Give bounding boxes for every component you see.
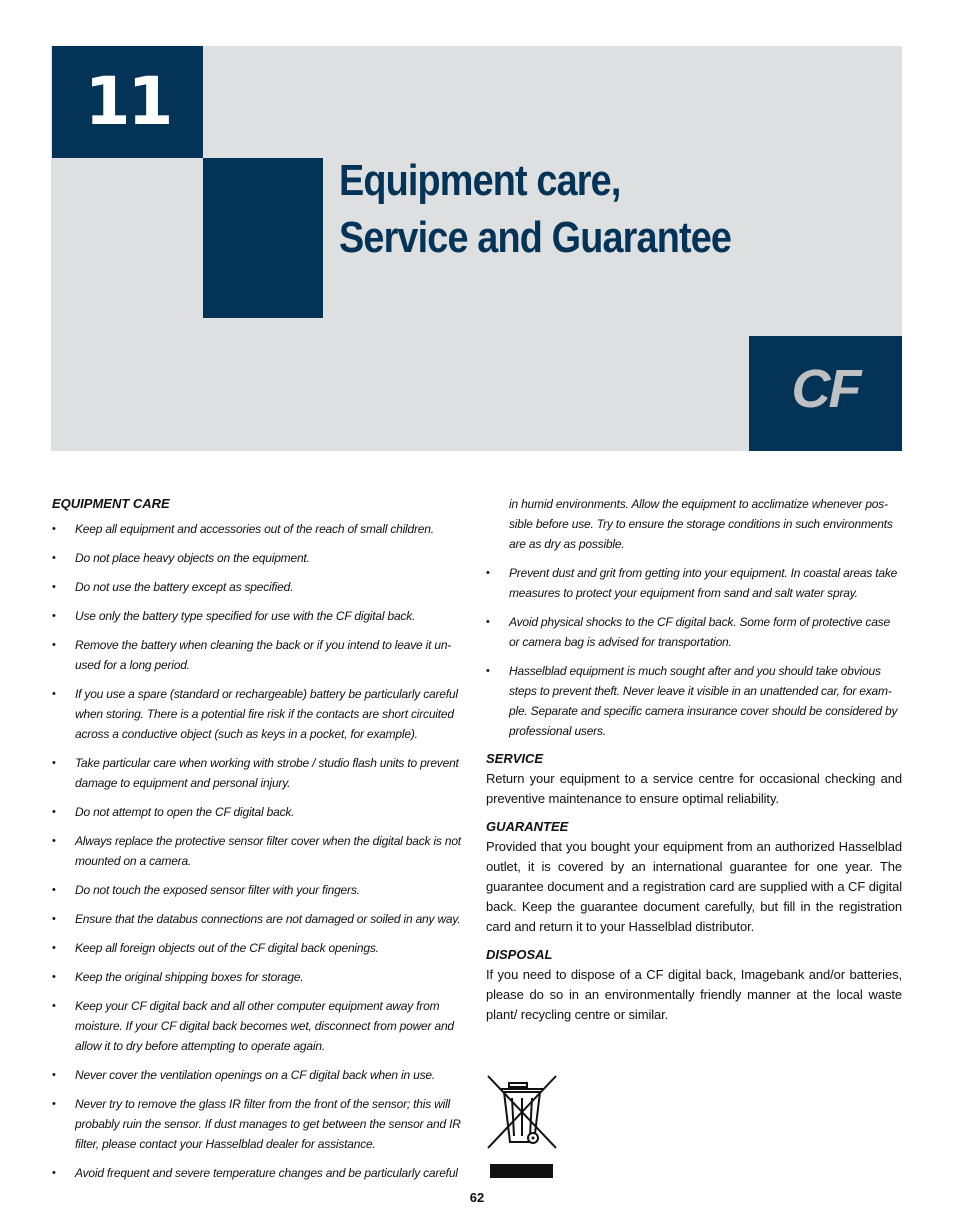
list-item: • Ensure that the databus connections are not damaged or soiled in any way. (52, 909, 468, 929)
product-badge-label: CF (791, 359, 860, 419)
service-text: Return your equipment to a service centre for occasional checking and preventive maintenance to ensure optimal reliability. (486, 771, 902, 806)
guarantee-heading: GUARANTEE (486, 819, 569, 834)
list-item: • Prevent dust and grit from getting into your equipment. In coastal areas take measures to protect your equipment from sand and salt water spray. (486, 563, 902, 603)
list-item: • If you use a spare (standard or rechargeable) battery be particularly careful when storing. There is a potential fire risk if the contacts are short circuited across a conductive object (such as keys in a pocket, for example). (52, 684, 468, 744)
equipment-care-list-continued (486, 563, 902, 741)
disposal-section (486, 945, 902, 1025)
service-section (486, 749, 902, 809)
list-item: • Avoid physical shocks to the CF digital back. Some form of protective case or camera bag is advised for transportation. (486, 612, 902, 652)
right-column (486, 494, 902, 1025)
list-item: • Keep all equipment and accessories out of the reach of small children. (52, 519, 468, 539)
list-item: • Use only the battery type specified for use with the CF digital back. (52, 606, 468, 626)
chapter-title-line2: Service and Guarantee (339, 213, 732, 262)
list-item: • Do not touch the exposed sensor filter with your fingers. (52, 880, 468, 900)
list-item: • Always replace the protective sensor filter cover when the digital back is not mounted on a camera. (52, 831, 468, 871)
page-number: 62 (469, 1190, 485, 1205)
guarantee-text: Provided that you bought your equipment from an authorized Hasselblad outlet, it is covered by an international guarantee for one year. The guarantee document and a registration card are supplied with a CF digital back. Keep the guarantee document carefully, but fill in the registration card and return it to your Hasselblad distributor. (486, 839, 902, 934)
list-item: • Keep all foreign objects out of the CF digital back openings. (52, 938, 468, 958)
list-item: • Do not attempt to open the CF digital back. (52, 802, 468, 822)
disposal-text: If you need to dispose of a CF digital back, Imagebank and/or batteries, please do so in an environmentally friendly manner at the local waste plant/ recycling centre or similar. (486, 967, 902, 1022)
list-item: • Do not place heavy objects on the equipment. (52, 548, 468, 568)
list-item-continuation: in humid environments. Allow the equipment to acclimatize whenever pos-sible before use. Try to ensure the storage conditions in such environments are as dry as possible. (509, 497, 893, 551)
guarantee-section (486, 817, 902, 937)
chapter-title-line1: Equipment care, (339, 156, 621, 205)
product-badge (749, 336, 902, 451)
list-item: • Never try to remove the glass IR filter from the front of the sensor; this will probably ruin the sensor. If dust manages to get between the sensor and IR filter, please contact your Hasselblad dealer for assistance. (52, 1094, 468, 1154)
equipment-care-list (52, 519, 468, 1183)
weee-crossed-bin-icon (486, 1074, 560, 1180)
list-item: • Never cover the ventilation openings on a CF digital back when in use. (52, 1065, 468, 1085)
disposal-heading: DISPOSAL (486, 947, 553, 962)
chapter-number: 11 (52, 46, 203, 158)
list-item: • Do not use the battery except as specified. (52, 577, 468, 597)
list-item: • Keep your CF digital back and all other computer equipment away from moisture. If your CF digital back becomes wet, disconnect from power and allow it to dry before attempting to operate again. (52, 996, 468, 1056)
list-item: • Keep the original shipping boxes for storage. (52, 967, 468, 987)
list-item: • Avoid frequent and severe temperature changes and be particularly careful (52, 1163, 468, 1183)
list-item: • Remove the battery when cleaning the back or if you intend to leave it un-used for a long period. (52, 635, 468, 675)
service-heading: SERVICE (486, 751, 544, 766)
list-item: • Hasselblad equipment is much sought after and you should take obvious steps to prevent theft. Never leave it visible in an unattended car, for exam-ple. Separate and specific camera insurance cover should be considered by professional users. (486, 661, 902, 741)
chapter-title (339, 152, 786, 266)
header-decor-block (203, 158, 323, 318)
left-column (52, 494, 468, 1183)
list-item: • Take particular care when working with strobe / studio flash units to prevent damage to equipment and personal injury. (52, 753, 468, 793)
equipment-care-heading: EQUIPMENT CARE (52, 496, 170, 511)
